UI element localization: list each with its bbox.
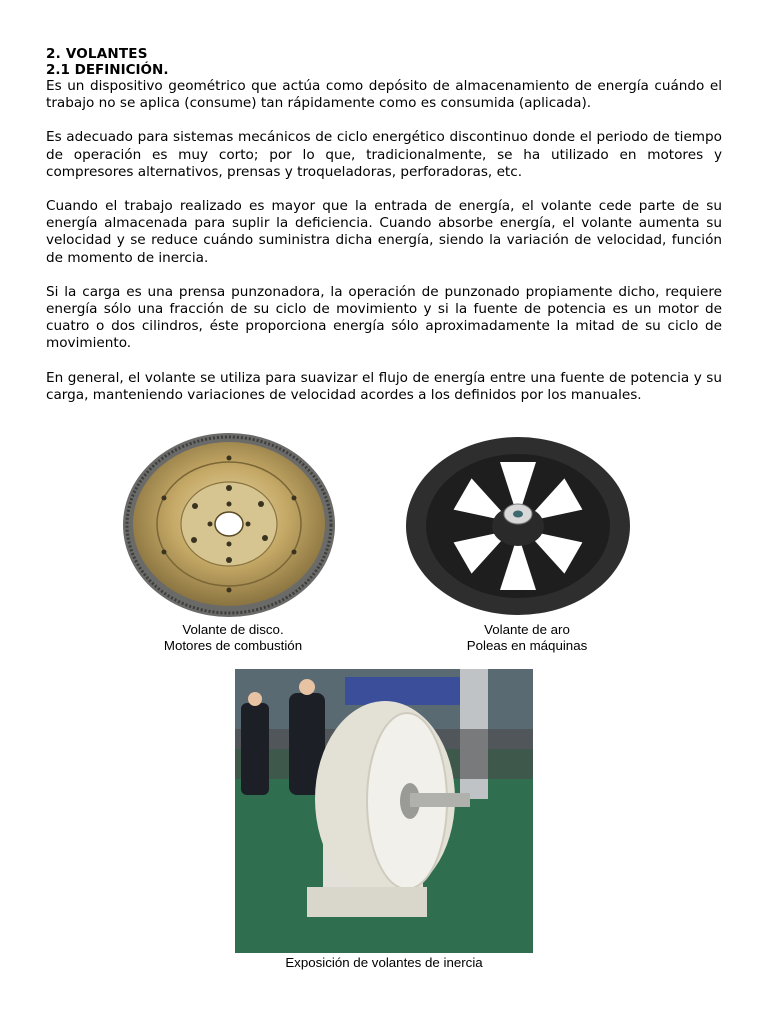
rim-flywheel-image <box>404 434 632 616</box>
exhibition-caption: Exposición de volantes de inercia <box>285 955 483 970</box>
disc-caption-line2: Motores de combustión <box>163 638 303 653</box>
disc-flywheel-image <box>122 428 336 618</box>
subsection-heading: 2.1 DEFINICIÓN. <box>46 62 169 78</box>
rim-flywheel-caption <box>422 622 632 654</box>
rim-caption-line2: Poleas en máquinas <box>466 638 588 653</box>
disc-caption-line1: Volante de disco. <box>182 622 284 637</box>
document-body <box>46 46 722 404</box>
paragraph-press-example: Si la carga es una prensa punzonadora, la operación de punzonado propiamente dicho, requiere energía sólo una fracción de su ciclo de movimiento y si la fuente de potencia es un motor de cuatro o dos cilindros, éste proporciona energía sólo aproximadamente la mitad de su ciclo de movimiento. <box>46 283 722 352</box>
disc-flywheel-caption <box>128 622 338 654</box>
section-heading: 2. VOLANTES <box>46 46 148 62</box>
rim-caption-line1: Volante de aro <box>484 622 570 637</box>
paragraph-applications: Es adecuado para sistemas mecánicos de ciclo energético discontinuo donde el periodo de tiempo de operación es muy corto; por lo que, tradicionalmente, se ha utilizado en motores y compresores alternativos, prensas y troqueladoras, perforadoras, etc. <box>46 129 722 180</box>
exhibition-photo <box>235 669 533 953</box>
paragraph-general-use: En general, el volante se utiliza para suavizar el flujo de energía entre una fuente de potencia y su carga, manteniendo variaciones de velocidad acordes a los definidos por los manuales. <box>46 369 722 403</box>
paragraph-definition: Es un dispositivo geométrico que actúa como depósito de almacenamiento de energía cuándo el trabajo no se aplica (consume) tan rápidamente como es consumida (aplicada). <box>46 78 722 112</box>
paragraph-energy-exchange: Cuando el trabajo realizado es mayor que la entrada de energía, el volante cede parte de su energía almacenada para suplir la deficiencia. Cuando absorbe energía, el volante aumenta su velocidad y se reduce cuándo suministra dicha energía, siendo la variación de velocidad, función de momento de inercia. <box>46 198 722 266</box>
